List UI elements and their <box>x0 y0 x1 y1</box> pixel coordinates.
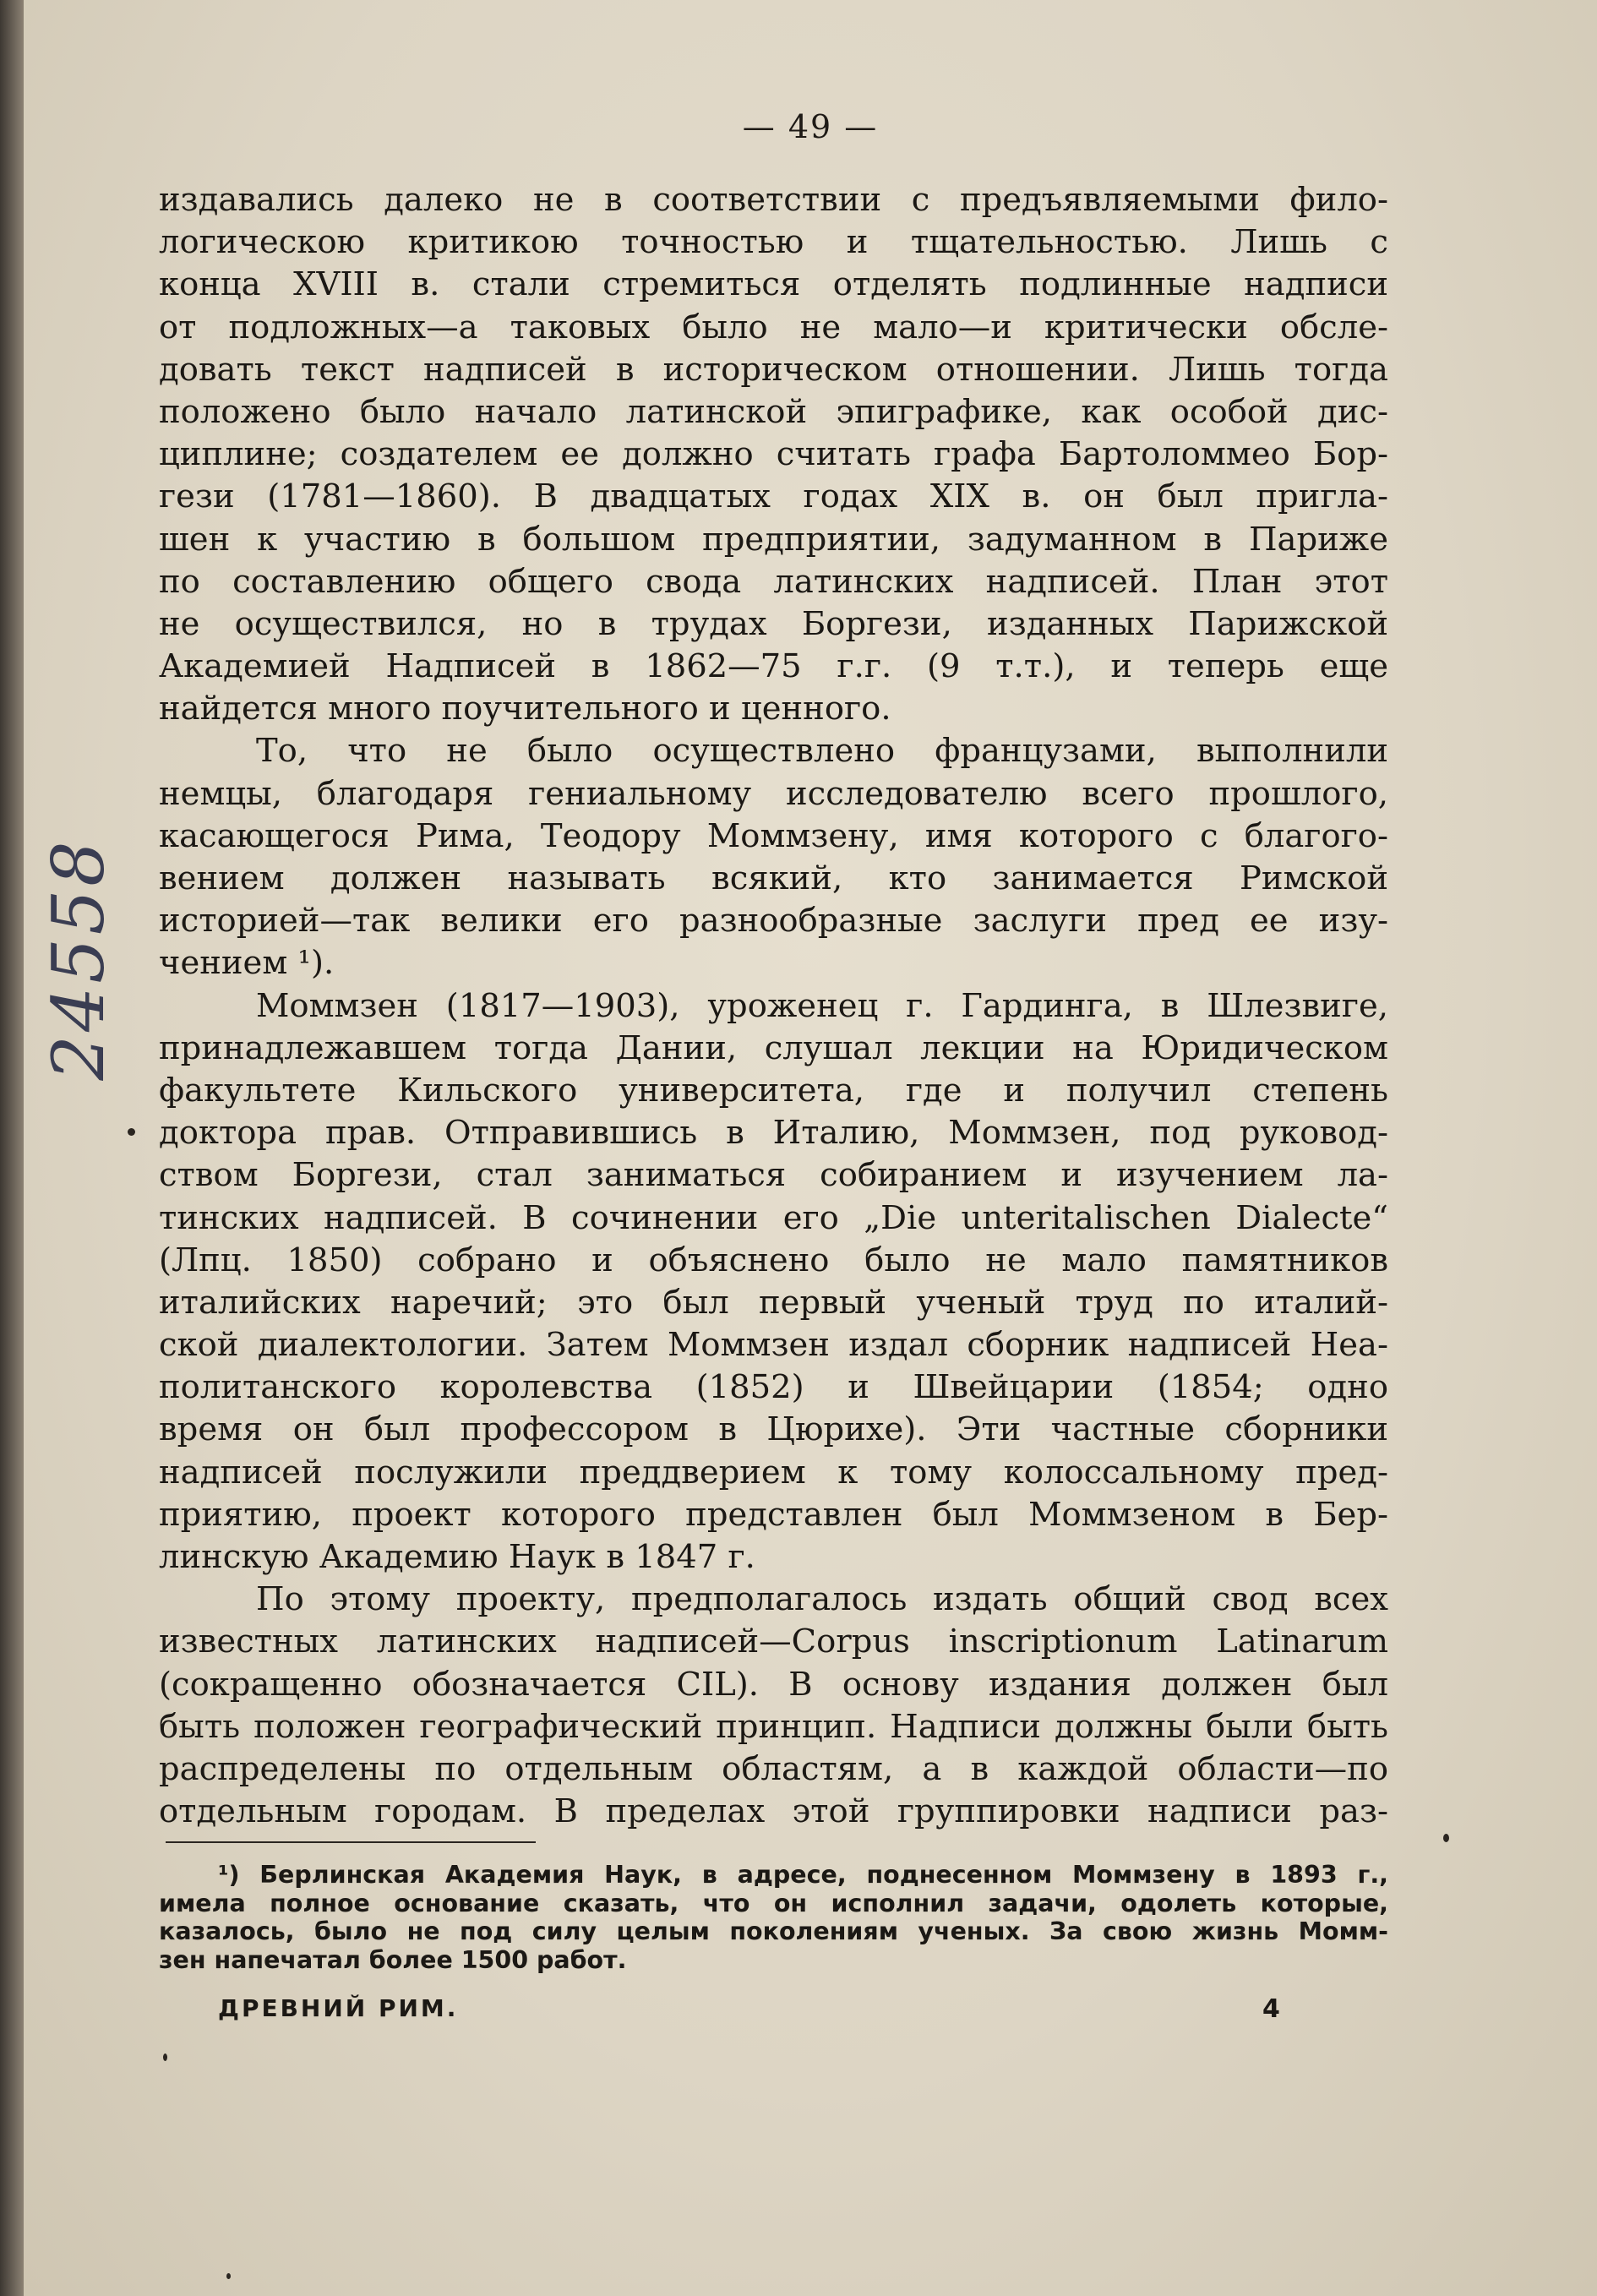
ink-speck <box>226 2273 231 2279</box>
body-line: ской диалектологии. Затем Моммзен издал сборник надписей Неа- <box>159 1326 1388 1365</box>
body-line: от подложных—а таковых было не мало—и критически обсле- <box>159 308 1388 346</box>
body-line: Академией Надписей в 1862—75 г.г. (9 т.т.), и теперь еще <box>159 647 1388 686</box>
body-line: шен к участию в большом предприятии, задуманном в Париже <box>159 520 1388 559</box>
body-line: линскую Академию Наук в 1847 г. <box>159 1538 755 1576</box>
ink-speck <box>163 2053 167 2061</box>
inventory-stamp-number: 24558 <box>37 837 120 1081</box>
page-number-header: — 49 — <box>742 108 879 145</box>
body-line: гези (1781—1860). В двадцатых годах XIX в. он был пригла- <box>159 477 1388 516</box>
sheet-number: 4 <box>1262 1994 1280 2024</box>
body-text <box>159 179 1388 1833</box>
footnotes <box>159 1861 1388 1974</box>
paragraph-start-line: Моммзен (1817—1903), уроженец г. Гардинга, в Шлезвиге, <box>256 986 1388 1025</box>
body-line: циплине; создателем ее должно считать графа Бартоломмео Бор- <box>159 435 1388 474</box>
body-line: италийских наречий; это был первый ученый труд по италий- <box>159 1283 1388 1322</box>
body-line: время он был профессором в Цюрихе). Эти частные сборники <box>159 1410 1388 1449</box>
body-line: факультете Кильского университета, где и получил степень <box>159 1071 1388 1110</box>
body-line: издавались далеко не в соответствии с предъявляемыми фило- <box>159 181 1388 219</box>
body-line: распределены по отдельным областям, а в каждой области—по <box>159 1749 1388 1788</box>
inventory-stamp <box>36 837 121 1081</box>
footnote-line: ¹) Берлинская Академия Наук, в адресе, поднесенном Моммзену в 1893 г., <box>218 1861 1388 1889</box>
body-line: (Лпц. 1850) собрано и объяснено было не мало памятников <box>159 1241 1388 1279</box>
body-line: положено было начало латинской эпиграфике, как особой дис- <box>159 392 1388 431</box>
book-page <box>24 0 1597 2296</box>
body-line: принадлежавшем тогда Дании, слушал лекции на Юридическом <box>159 1028 1388 1067</box>
paragraph-start-line: То, что не было осуществлено французами, выполнили <box>256 732 1388 771</box>
body-line: чением ¹). <box>159 944 335 983</box>
body-line: быть положен географический принцип. Надписи должны были быть <box>159 1707 1388 1746</box>
body-line: тинских надписей. В сочинении его „Die unteritalischen Dialecte“ <box>159 1198 1388 1237</box>
body-line: надписей послужили преддверием к тому колоссальному пред- <box>159 1453 1388 1492</box>
body-line: приятию, проект которого представлен был Моммзеном в Бер- <box>159 1495 1388 1534</box>
signature-mark: ДРЕВНИЙ РИМ. <box>218 1994 459 2022</box>
body-line: немцы, благодаря гениальному исследователю всего прошлого, <box>159 774 1388 813</box>
body-line: конца XVIII в. стали стремиться отделять подлинные надписи <box>159 265 1388 304</box>
book-gutter-shadow <box>0 0 24 2296</box>
body-line: (сокращенно обозначается CIL). В основу издания должен был <box>159 1665 1388 1704</box>
ink-speck <box>1443 1834 1449 1842</box>
body-line: ством Боргези, стал заниматься собиранием и изучением ла- <box>159 1156 1388 1195</box>
body-line: найдется много поучительного и ценного. <box>159 690 891 728</box>
body-line: довать текст надписей в историческом отношении. Лишь тогда <box>159 350 1388 389</box>
ink-speck <box>128 1128 135 1136</box>
paragraph-start-line: По этому проекту, предполагалось издать общий свод всех <box>256 1580 1388 1619</box>
body-line: доктора прав. Отправившись в Италию, Моммзен, под руковод- <box>159 1114 1388 1153</box>
body-line: историей—так велики его разнообразные заслуги пред ее изу- <box>159 902 1388 941</box>
footnote-line: казалось, было не под силу целым поколениям ученых. За свою жизнь Момм- <box>159 1917 1388 1945</box>
footnote-line: имела полное основание сказать, что он исполнил задачи, одолеть которые, <box>159 1889 1388 1917</box>
body-line: по составлению общего свода латинских надписей. План этот <box>159 562 1388 601</box>
body-line: логическою критикою точностью и тщательностью. Лишь с <box>159 223 1388 262</box>
body-line: вением должен называть всякий, кто занимается Римской <box>159 859 1388 897</box>
body-line: известных латинских надписей—Corpus inscriptionum Latinarum <box>159 1622 1388 1661</box>
body-line: не осуществился, но в трудах Боргези, изданных Парижской <box>159 604 1388 643</box>
footnote-divider <box>166 1841 536 1843</box>
body-line: отдельным городам. В пределах этой группировки надписи раз- <box>159 1792 1388 1831</box>
footnote-line: зен напечатал более 1500 работ. <box>159 1945 627 1974</box>
body-line: касающегося Рима, Теодору Моммзену, имя которого с благого- <box>159 816 1388 855</box>
body-line: политанского королевства (1852) и Швейцарии (1854; одно <box>159 1368 1388 1407</box>
